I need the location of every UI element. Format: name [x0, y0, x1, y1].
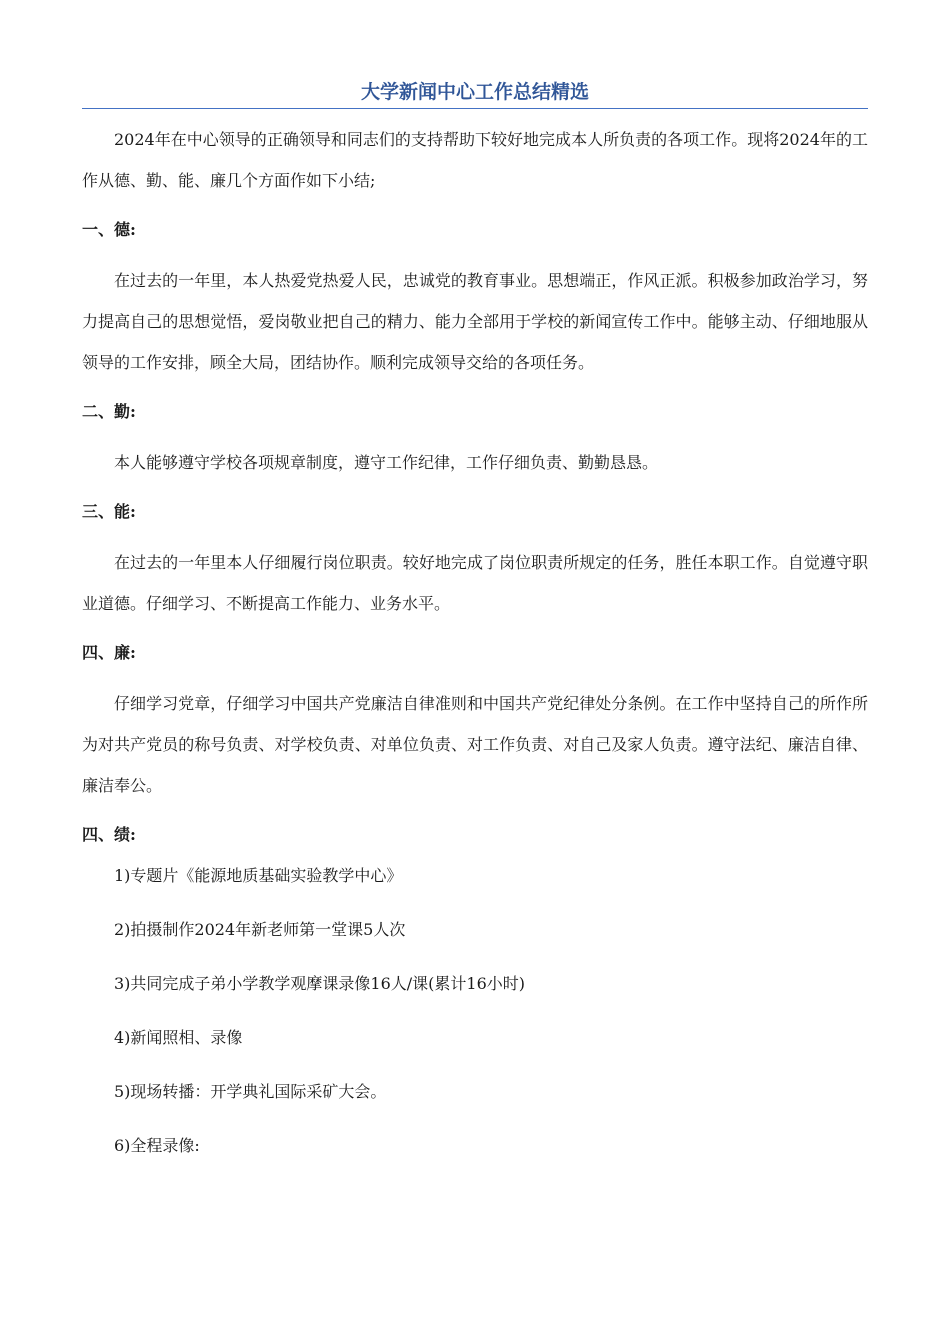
document-title: 大学新闻中心工作总结精选 — [82, 78, 868, 109]
section-heading-neng: 三、能: — [82, 502, 136, 521]
section-heading-de: 一、德: — [82, 220, 136, 239]
list-item: 6)全程录像: — [114, 1136, 200, 1155]
document-page — [82, 78, 868, 1189]
section-body-neng: 在过去的一年里本人仔细履行岗位职责。较好地完成了岗位职责所规定的任务，胜任本职工作。自觉遵守职业道德。仔细学习、不断提高工作能力、业务水平。 — [82, 553, 868, 613]
section-heading-lian: 四、廉: — [82, 643, 136, 662]
list-item: 5)现场转播：开学典礼国际采矿大会。 — [114, 1082, 387, 1101]
achievement-list — [82, 865, 868, 1157]
section-body-lian: 仔细学习党章，仔细学习中国共产党廉洁自律准则和中国共产党纪律处分条例。在工作中坚持自己的所作所为对共产党员的称号负责、对学校负责、对单位负责、对工作负责、对自己及家人负责。遵守法纪、廉洁自律、廉洁奉公。 — [82, 694, 868, 795]
list-item: 3)共同完成子弟小学教学观摩课录像16人/课(累计16小时) — [114, 974, 526, 993]
section-heading-ji: 四、绩: — [82, 825, 136, 844]
section-heading-qin: 二、勤: — [82, 402, 136, 421]
list-item: 4)新闻照相、录像 — [114, 1028, 243, 1047]
list-item: 1)专题片《能源地质基础实验教学中心》 — [114, 866, 403, 885]
list-item: 2)拍摄制作2024年新老师第一堂课5人次 — [114, 920, 406, 939]
intro-paragraph: 2024年在中心领导的正确领导和同志们的支持帮助下较好地完成本人所负责的各项工作。现将2024年的工作从德、勤、能、廉几个方面作如下小结; — [82, 130, 868, 190]
section-body-de: 在过去的一年里，本人热爱党热爱人民，忠诚党的教育事业。思想端正，作风正派。积极参加政治学习，努力提高自己的思想觉悟，爱岗敬业把自己的精力、能力全部用于学校的新闻宣传工作中。能够主动、仔细地服从领导的工作安排，顾全大局，团结协作。顺利完成领导交给的各项任务。 — [82, 271, 868, 372]
section-body-qin: 本人能够遵守学校各项规章制度，遵守工作纪律，工作仔细负责、勤勤恳恳。 — [114, 453, 659, 472]
